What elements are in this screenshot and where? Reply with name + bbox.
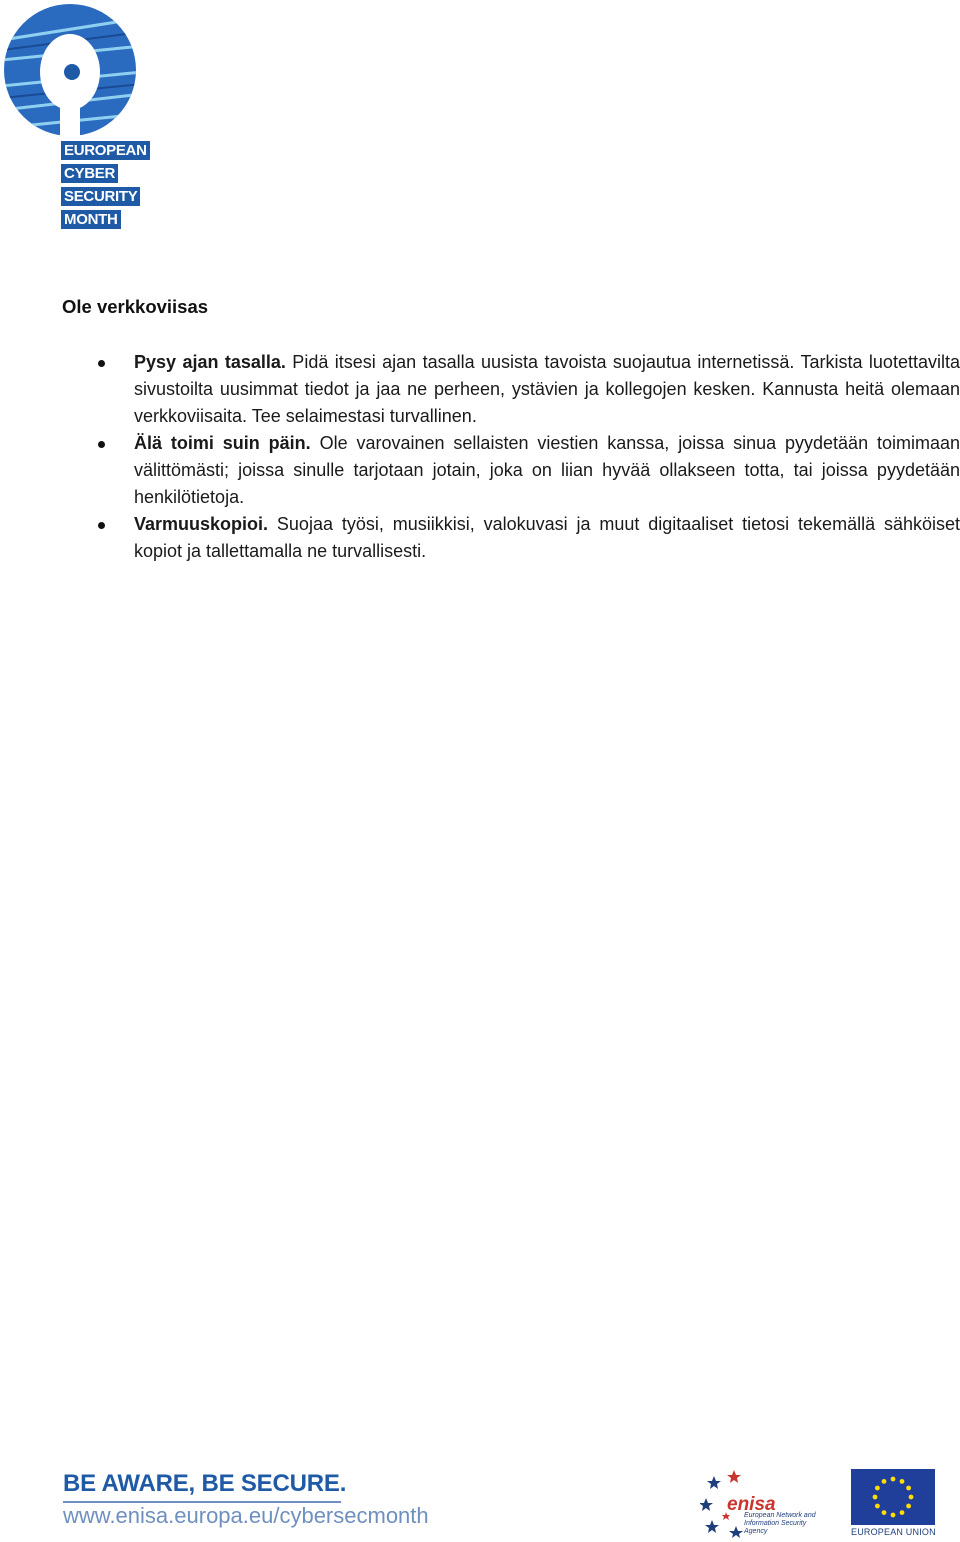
list-item-text: Suojaa työsi, musiikkisi, valokuvasi ja muut digitaaliset tietosi tekemällä sähköiset kopiot ja tallettamalla ne turvallisesti. bbox=[134, 514, 960, 561]
enisa-subtitle: European Network and Information Security Agency bbox=[744, 1512, 816, 1535]
list-item-text: Pidä itsesi ajan tasalla uusista tavoista suojautua internetissä. Tarkista luotettavilta sivustoilta uusimmat tiedot ja jaa ne perheen, ystävien ja kollegojen kesken. Kannusta heitä olemaan verkkoviisaita. Tee selaimestasi turvallinen. bbox=[134, 352, 960, 426]
list-item bbox=[62, 430, 960, 511]
eu-label: EUROPEAN UNION bbox=[851, 1527, 936, 1537]
bullet-icon bbox=[98, 441, 105, 448]
logo-word-month: MONTH bbox=[61, 210, 121, 229]
list-item bbox=[62, 349, 960, 430]
eu-flag-icon bbox=[851, 1469, 935, 1525]
ecsm-emblem-icon bbox=[2, 2, 150, 142]
footer-url-link[interactable]: www.enisa.europa.eu/cybersecmonth bbox=[63, 1503, 429, 1528]
list-item-title: Varmuuskopioi. bbox=[134, 514, 269, 534]
tips-list bbox=[62, 349, 960, 565]
list-item bbox=[62, 511, 960, 565]
list-item-title: Pysy ajan tasalla. bbox=[134, 352, 286, 372]
logo-wordmark bbox=[61, 141, 150, 233]
logo-word-european: EUROPEAN bbox=[61, 141, 150, 160]
page-title: Ole verkkoviisas bbox=[62, 296, 209, 317]
bullet-icon bbox=[98, 360, 105, 367]
logo-word-security: SECURITY bbox=[61, 187, 140, 206]
list-item-text: Ole varovainen sellaisten viestien kanssa, joissa sinua pyydetään toimimaan välittömästi; joissa sinulle tarjotaan jotain, joka on liian hyvää ollakseen totta, tai joissa pyydetään henkilötietoja. bbox=[134, 433, 960, 507]
bullet-icon bbox=[98, 522, 105, 529]
logo-word-cyber: CYBER bbox=[61, 164, 118, 183]
list-item-title: Älä toimi suin päin. bbox=[134, 433, 311, 453]
footer-slogan: BE AWARE, BE SECURE. bbox=[63, 1470, 347, 1497]
enisa-logo-text: enisa bbox=[727, 1494, 776, 1515]
